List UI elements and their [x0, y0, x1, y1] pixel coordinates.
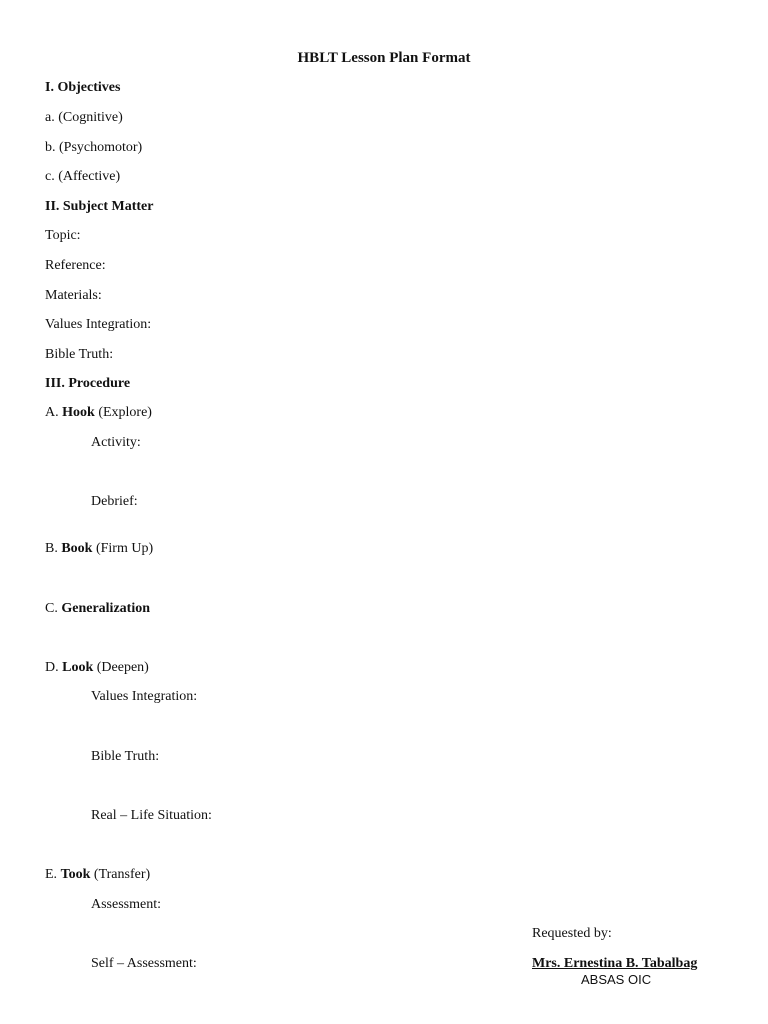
signatory-name: Mrs. Ernestina B. Tabalbag [532, 956, 698, 971]
hook-debrief-label: Debrief: [91, 494, 138, 509]
look-section-heading [45, 660, 149, 676]
topic-label: Topic: [45, 228, 81, 243]
signatory-role: ABSAS OIC [581, 972, 652, 987]
hook-activity-label: Activity: [91, 435, 141, 450]
procedure-heading: III. Procedure [45, 376, 131, 391]
book-prefix: B. [45, 541, 62, 556]
generalization-name: Generalization [61, 601, 150, 616]
book-suffix: (Firm Up) [92, 541, 154, 556]
took-prefix: E. [45, 867, 61, 882]
materials-label: Materials: [45, 288, 102, 303]
look-prefix: D. [45, 660, 63, 675]
hook-name: Hook [62, 405, 95, 420]
generalization-section-heading [45, 601, 150, 617]
book-name: Book [61, 541, 93, 556]
look-suffix: (Deepen) [93, 660, 149, 675]
look-name: Look [62, 660, 94, 675]
book-section-heading [45, 541, 153, 557]
document-title: HBLT Lesson Plan Format [297, 50, 471, 66]
took-self-assessment-label: Self – Assessment: [91, 956, 197, 971]
took-suffix: (Transfer) [90, 867, 151, 882]
look-values-integration-label: Values Integration: [91, 689, 198, 704]
values-integration-label: Values Integration: [45, 317, 152, 332]
look-bible-truth-label: Bible Truth: [91, 749, 160, 764]
took-assessment-label: Assessment: [91, 897, 161, 912]
objective-affective: c. (Affective) [45, 169, 121, 184]
took-section-heading [45, 867, 150, 883]
objective-cognitive: a. (Cognitive) [45, 110, 123, 125]
reference-label: Reference: [45, 258, 106, 273]
look-real-life-label: Real – Life Situation: [91, 808, 212, 823]
objective-psychomotor: b. (Psychomotor) [45, 140, 143, 155]
took-name: Took [60, 867, 91, 882]
subject-matter-heading: II. Subject Matter [45, 199, 154, 214]
hook-section-heading [45, 405, 152, 421]
generalization-prefix: C. [45, 601, 62, 616]
objectives-heading: I. Objectives [45, 80, 121, 95]
hook-suffix: (Explore) [94, 405, 152, 420]
bible-truth-label: Bible Truth: [45, 347, 114, 362]
requested-by-label: Requested by: [532, 926, 612, 941]
hook-prefix: A. [45, 405, 63, 420]
